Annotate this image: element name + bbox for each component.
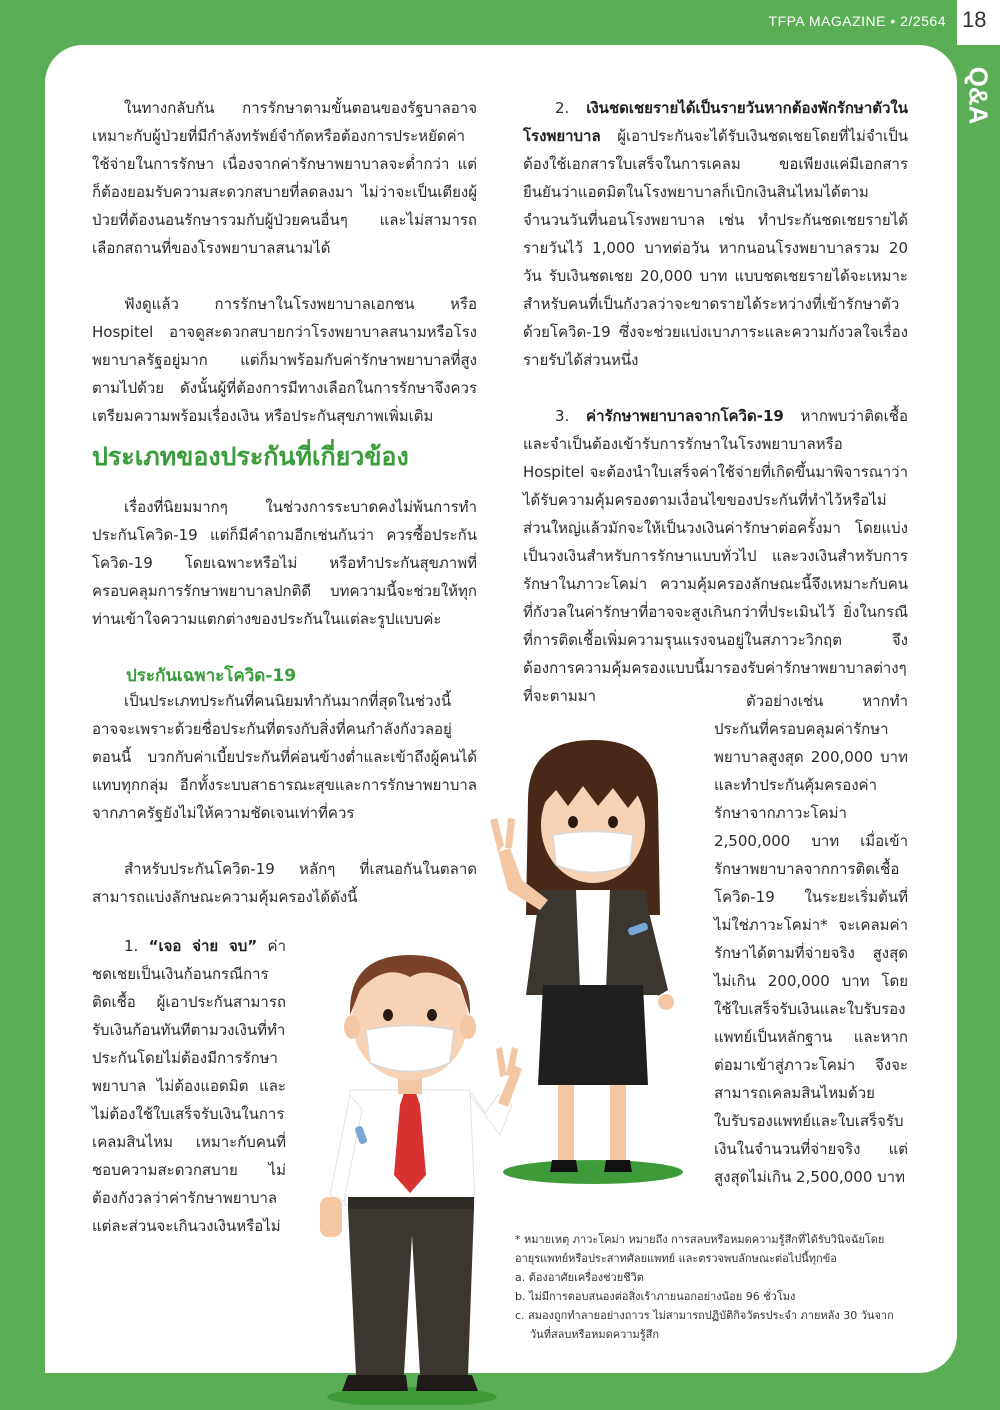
item-body: ผู้เอาประกันจะได้รับเงินชดเชยโดยที่ไม่จำเป็นต้องใช้เอกสารใบเสร็จในการเคลม ขอเพียงแค่มีเอกสารยืนยันว่าแอดมิตในโรงพยาบาลก็เบิกเงินสินไหมได้ตามจำนวนวันที่นอนโรงพยาบาล เช่น ทำประกันชดเชยรายได้รายวันไว้ 1,000 บาทต่อวัน หากนอนโรงพยาบาลรวม 20 วัน รับเงินชดเชย 20,000 บาท แบบชดเชยรายได้จะเหมาะสำหรับคนที่เป็นกังวลว่าจะขาดรายได้ระหว่างที่เข้ารักษาตัวด้วยโควิด-19 ซึ่งจะช่วยแบ่งเบาภาระและความกังวลใจเรื่องรายรับได้ส่วนหนึ่ง (523, 127, 908, 369)
item-number: 3. (555, 407, 570, 425)
paragraph: เป็นประเภทประกันที่คนนิยมทำกันมากที่สุดในช่วงนี้ อาจจะเพราะด้วยชื่อประกันที่ตรงกับสิ่งที่คนกำลังกังวลอยู่ตอนนี้ บวกกับค่าเบี้ยประกันที่ค่อนข้างต่ำและเข้าถึงผู้คนได้แทบทุกกลุ่ม อีกทั้งระบบสาธารณะสุขและการรักษาพยาบาลจากภาครัฐยังไม่ให้ความชัดเจนเท่าที่ควร (92, 692, 477, 822)
item-title: ค่ารักษาพยาบาลจากโควิด-19 (586, 407, 784, 425)
paragraph: เรื่องที่นิยมมากๆ ในช่วงการระบาดคงไม่พ้นการทำประกันโควิด-19 แต่ก็มีคำถามอีกเช่นกันว่า ควรซื้อประกันโควิด-19 โดยเฉพาะหรือไม่ หรือทำประกันสุขภาพที่ครอบคลุมการรักษาพยาบาลปกติดี บทความนี้จะช่วยให้ทุกท่านเข้าใจความแตกต่างของประกันในแต่ละรูปแบบค่ะ (92, 498, 477, 628)
footnote-item-a: a. ต้องอาศัยเครื่องช่วยชีวิต (515, 1271, 644, 1284)
item-body: ค่าชดเชยเป็นเงินก้อนกรณีการติดเชื้อ ผู้เอาประกันสามารถรับเงินก้อนทันทีตามวงเงินที่ทำประกันโดยไม่ต้องมีการรักษาพยาบาล ไม่ต้องแอดมิต และไม่ต้องใช้ใบเสร็จรับเงินในการเคลมสินไหม เหมาะกับคนที่ชอบความสะดวกสบาย ไม่ต้องกังวลว่าค่ารักษาพยาบาลแต่ละส่วนจะเกินวงเงินหรือไม่ (92, 937, 286, 1235)
paragraph: ในทางกลับกัน การรักษาตามขั้นตอนของรัฐบาลอาจเหมาะกับผู้ป่วยที่มีกำลังทรัพย์จำกัดหรือต้องการประหยัดค่าใช้จ่ายในการรักษา เนื่องจากค่ารักษาพยาบาลจะต่ำกว่า แต่ก็ต้องยอมรับความสะดวกสบายที่ลดลงมา ไม่ว่าจะเป็นเตียงผู้ป่วยที่ต้องนอนรักษารวมกับผู้ป่วยคนอื่นๆ และไม่สามารถเลือกสถานที่ของโรงพยาบาลสนามได้ (92, 99, 477, 257)
section-heading: ประเภทของประกันที่เกี่ยวข้อง (92, 442, 409, 471)
man-illustration (300, 935, 540, 1405)
item-title: เงินชดเชยรายได้เป็นรายวันหากต้องพักรักษาตัวในโรงพยาบาล (523, 99, 908, 145)
footnote-intro: * หมายเหตุ ภาวะโคม่า หมายถึง การสลบหรือหมดความรู้สึกที่ได้รับวินิจฉัยโดยอายุรแพทย์หรือประสาทศัลยแพทย์ และตรวจพบลักษณะต่อไปนี้ทุกข้อ (515, 1233, 885, 1265)
item-title: “เจอ จ่าย จบ” (148, 937, 258, 955)
item-number: 1. (124, 937, 139, 955)
item-number: 2. (555, 99, 570, 117)
item-body: หากพบว่าติดเชื้อและจำเป็นต้องเข้ารับการรักษาในโรงพยาบาลหรือ Hospitel จะต้องนำใบเสร็จค่าใช้จ่ายที่เกิดขึ้นมาพิจารณาว่าได้รับความคุ้มครองตามเงื่อนไขของประกันที่ทำไว้หรือไม่ ส่วนใหญ่แล้วมักจะให้เป็นวงเงินค่ารักษาต่อครั้งมา โดยแบ่งเป็นวงเงินสำหรับการรักษาแบบทั่วไป และวงเงินสำหรับการรักษาในภาวะโคม่า ความคุ้มครองลักษณะนี้จึงเหมาะกับคนที่กังวลในค่ารักษาที่อาจจะสูงเกินกว่าที่ประเมินไว้ ยิ่งในกรณีที่การติดเชื้อเพิ่มความรุนแรงจนอยู่ในสภาวะวิกฤต จึงต้องการความคุ้มครองแบบนี้มารองรับค่ารักษาพยาบาลต่างๆ ที่จะตามมา (523, 407, 908, 705)
left-column-top (92, 94, 477, 430)
footnote-item-c: c. สมองถูกทำลายอย่างถาวร ไม่สามารถปฏิบัติกิจวัตรประจำ ภายหลัง 30 วันจากวันที่สลบหรือหมดความรู้สึก (515, 1309, 894, 1341)
right-column (523, 94, 908, 710)
paragraph: ตัวอย่างเช่น หากทำประกันที่ครอบคลุมค่ารักษาพยาบาลสูงสุด 200,000 บาท และทำประกันคุ้มครองค่ารักษาจากภาวะโคม่า 2,500,000 บาท เมื่อเข้ารักษาพยาบาลจากการติดเชื้อโควิด-19 ในระยะเริ่มต้นที่ไม่ใช่ภาวะโคม่า* จะเคลมค่ารักษาได้ตามที่จ่ายจริง สูงสุดไม่เกิน 200,000 บาท โดยใช้ใบเสร็จรับเงินและใบรับรองแพทย์เป็นหลักฐาน และหากต่อมาเข้าสู่ภาวะโคม่า จึงจะสามารถเคลมสินไหมด้วยใบรับรองแพทย์และใบเสร็จรับเงินในจำนวนที่จ่ายจริง แต่สูงสุดไม่เกิน 2,500,000 บาท (714, 692, 908, 1186)
left-column-mid (92, 493, 477, 633)
section-tab-label: Q&A (963, 66, 994, 124)
footnote-item-b: b. ไม่มีการตอบสนองต่อสิ่งเร้าภายนอกอย่างน้อย 96 ชั่วโมง (515, 1290, 796, 1303)
paragraph: สำหรับประกันโควิด-19 หลักๆ ที่เสนอกันในตลาด สามารถแบ่งลักษณะความคุ้มครองได้ดังนี้ (92, 860, 477, 906)
paragraph: ฟังดูแล้ว การรักษาในโรงพยาบาลเอกชน หรือ Hospitel อาจดูสะดวกสบายกว่าโรงพยาบาลสนามหรือโรงพยาบาลรัฐอยู่มาก แต่ก็มาพร้อมกับค่ารักษาพยาบาลที่สูงตามไปด้วย ดังนั้นผู้ที่ต้องการมีทางเลือกในการรักษาจึงควรเตรียมความพร้อมเรื่องเงิน หรือประกันสุขภาพเพิ่มเติม (92, 295, 477, 425)
subsection-heading: ประกันเฉพาะโควิด-19 (126, 666, 297, 686)
item-1 (92, 932, 286, 1240)
footnote (515, 1230, 895, 1344)
page-number: 18 (962, 7, 987, 32)
section-tab (960, 60, 996, 130)
magazine-masthead: TFPA MAGAZINE • 2/2564 (768, 13, 946, 29)
left-column-lower (92, 687, 477, 911)
example-paragraph (714, 687, 908, 1191)
